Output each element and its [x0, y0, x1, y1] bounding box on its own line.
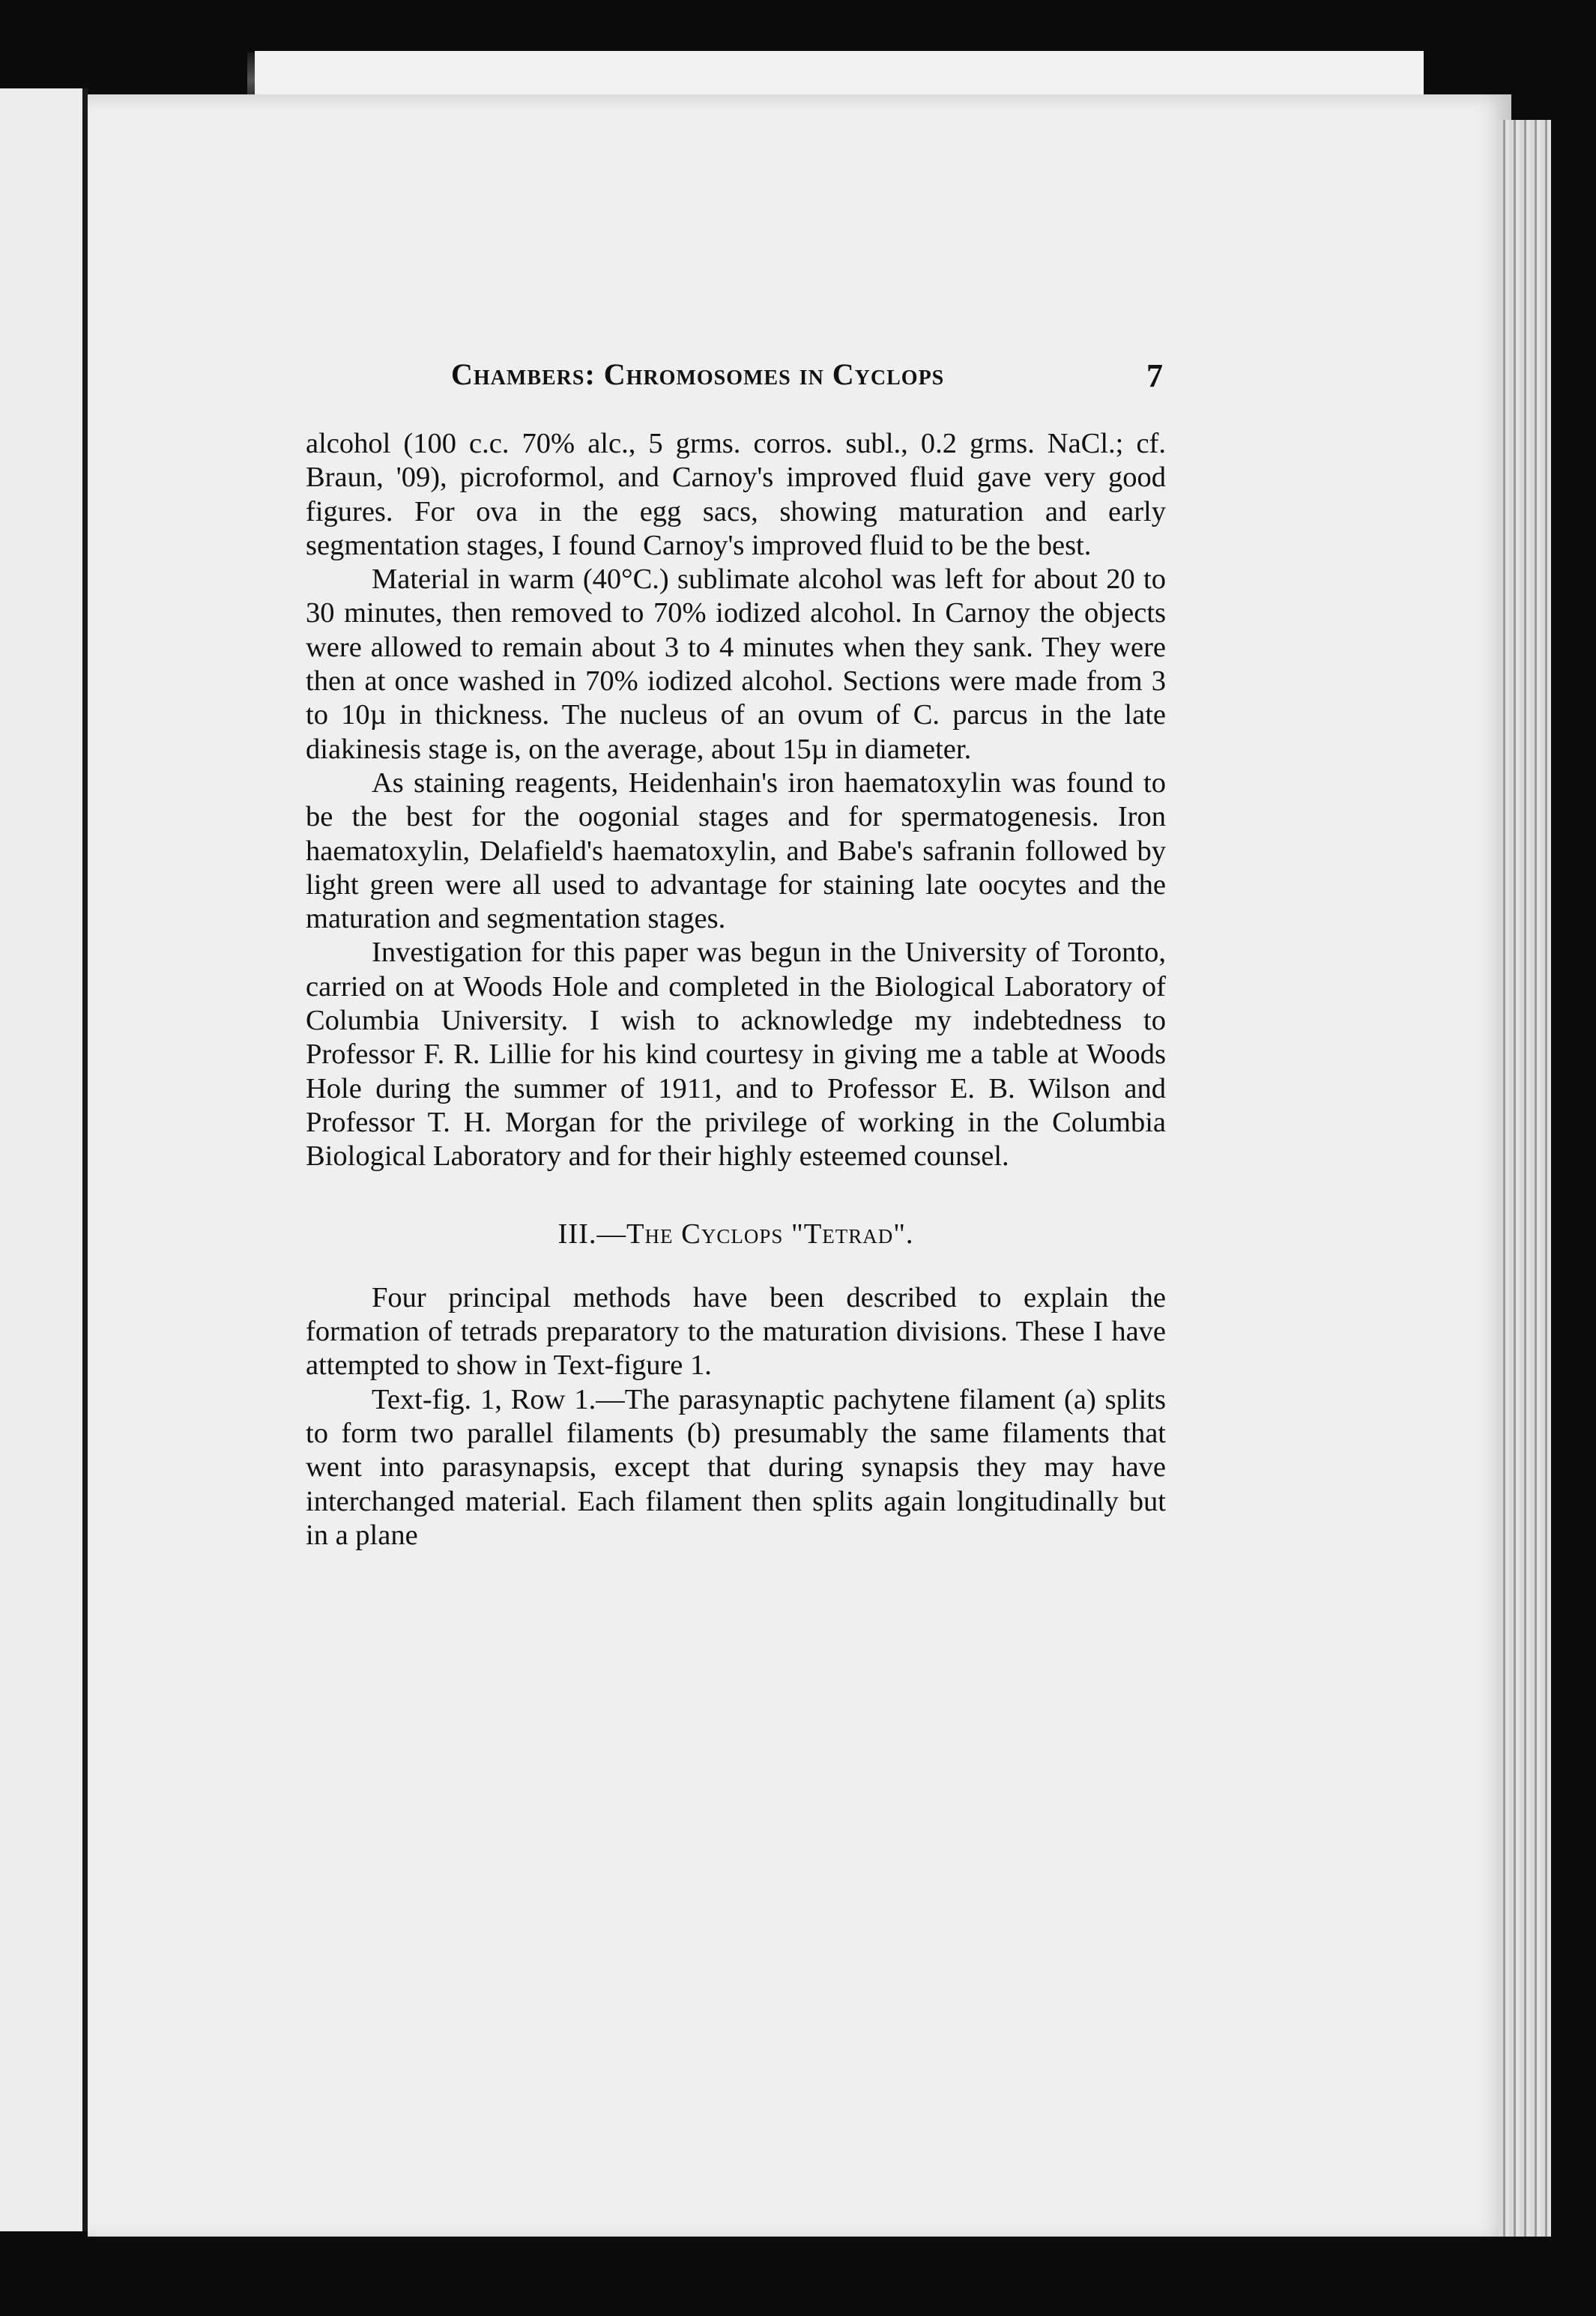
paragraph-acknowledgment: Investigation for this paper was begun in the University of Toronto, carried on at Woods Hole and completed in the Biological Laboratory of Columbia University. I wish to acknowledge my indebtedness to Professor F. R. Lillie for his kind courtesy in giving me a table at Woods Hole during the summer of 1911, and to Professor E. B. Wilson and Professor T. H. Morgan for the privilege of working in the Columbia Biological Laboratory and for their highly esteemed counsel. [306, 937, 1166, 1173]
body-text [306, 427, 1166, 1552]
paragraph-staining: As staining reagents, Heidenhain's iron haematoxylin was found to be the best for the oogonial stages and for spermatogenesis. Iron haematoxylin, Delafield's haematoxylin, and Babe's safranin followed by light green were all used to advantage for staining late oocytes and the maturation and segmentation stages. [306, 767, 1166, 935]
running-head: Chambers: Chromosomes in Cyclops [451, 357, 945, 391]
scan-bottom-band [0, 2237, 1596, 2316]
paragraph-method: Material in warm (40°C.) sublimate alcohol was left for about 20 to 30 minutes, then removed to 70% iodized alcohol. In Carnoy the objects were allowed to remain about 3 to 4 minutes when they sank. They were then at once washed in 70% iodized alcohol. Sections were made from 3 to 10µ in thickness. The nucleus of an ovum of C. parcus in the late diakinesis stage is, on the average, about 15µ in diameter. [306, 563, 1166, 765]
page-edges [1499, 120, 1551, 2240]
paragraph-tetrads: Four principal methods have been described to explain the formation of tetrads preparatory to the maturation divisions. These I have attempted to show in Text-figure 1. [306, 1281, 1166, 1382]
paragraph-fixatives: alcohol (100 c.c. 70% alc., 5 grms. corros. subl., 0.2 grms. NaCl.; cf. Braun, '09), picroformol, and Carnoy's improved fluid gave very good figures. For ova in the egg sacs, showing maturation and early segmentation stages, I found Carnoy's improved fluid to be the best. [306, 428, 1166, 561]
facing-page-edge [0, 88, 88, 2231]
page-number: 7 [1146, 357, 1163, 394]
section-heading: III.—The Cyclops "Tetrad". [557, 1218, 914, 1250]
paragraph-text-fig: Text-fig. 1, Row 1.—The parasynaptic pachytene filament (a) splits to form two parallel filaments (b) presumably the same filaments that went into parasynapsis, except that during synapsis they may have interchanged material. Each filament then splits again longitudinally but in a plane [306, 1383, 1166, 1551]
